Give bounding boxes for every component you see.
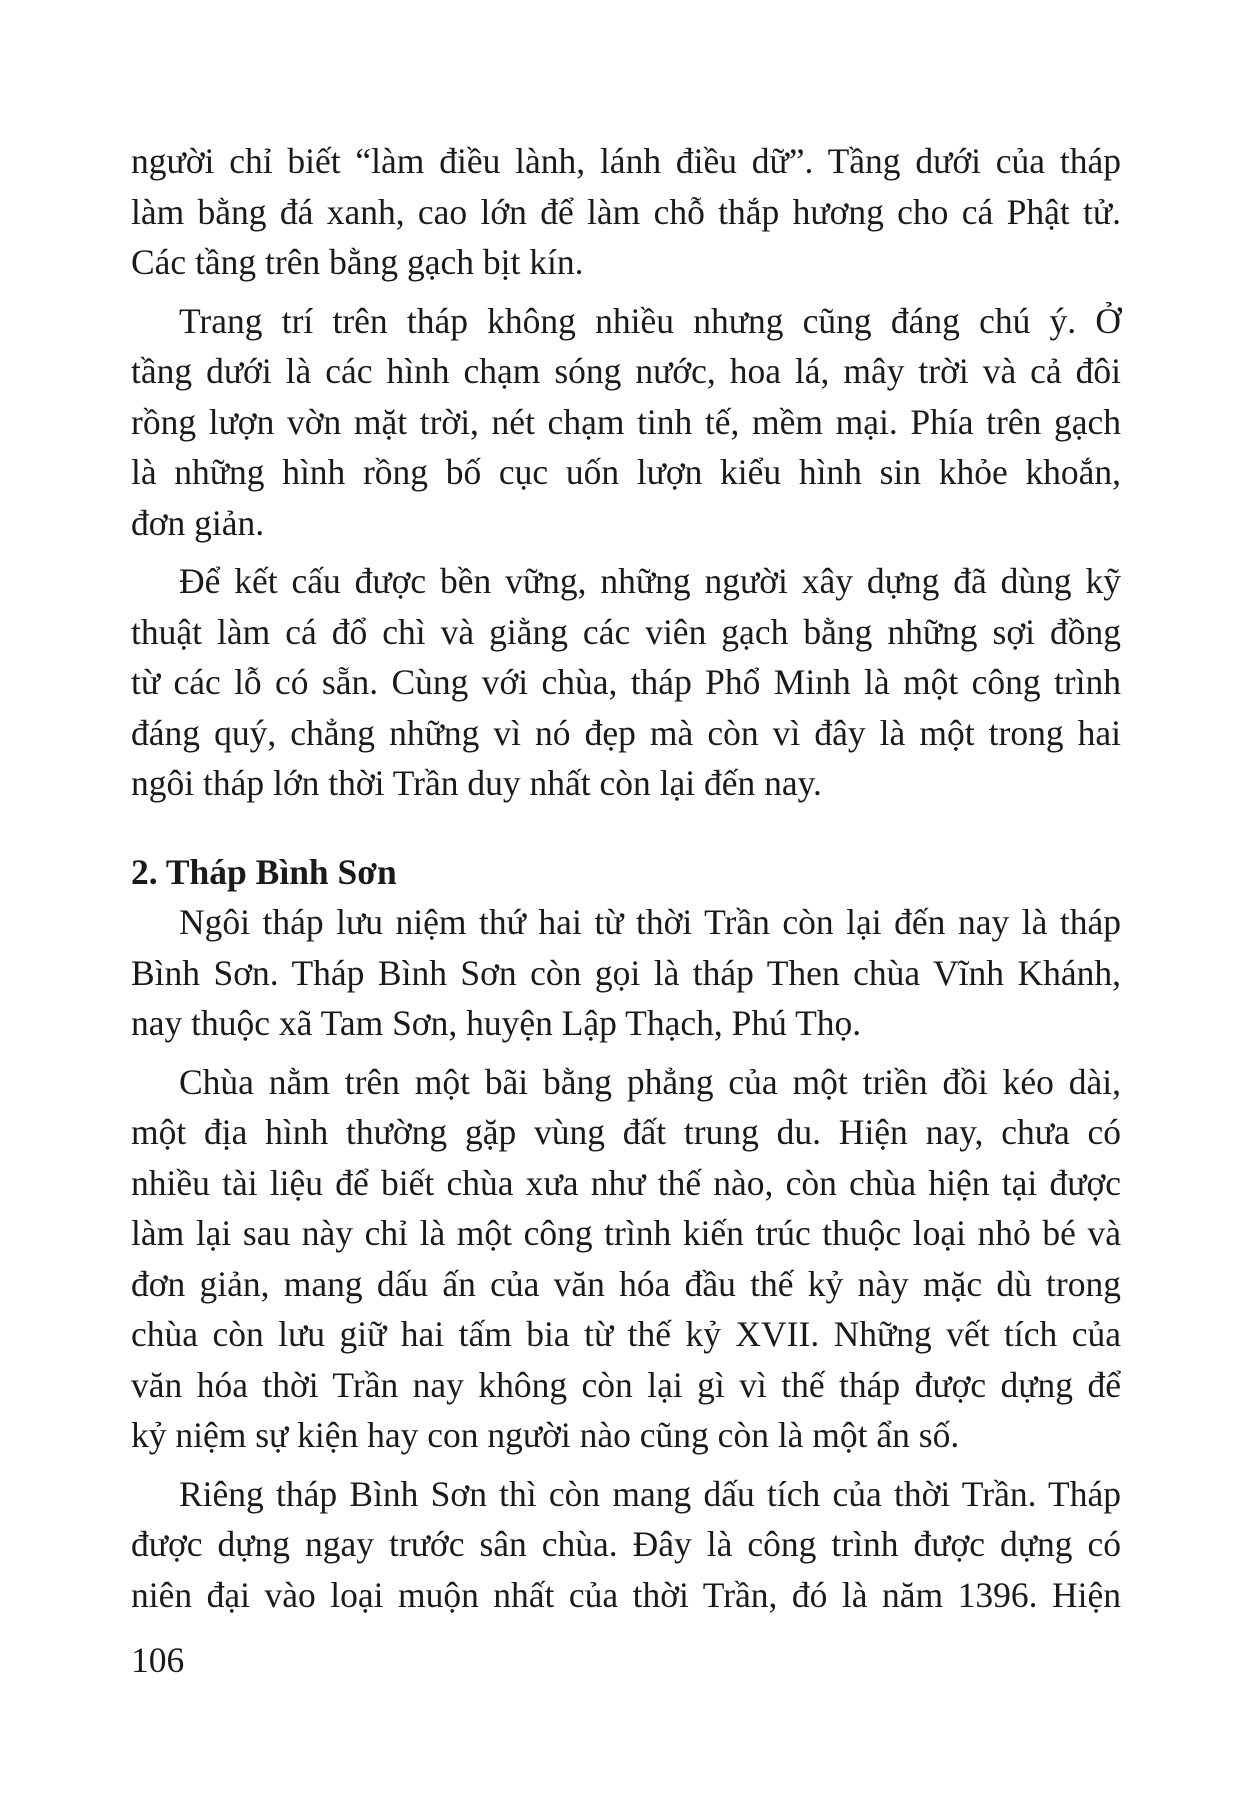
paragraph-4 — [131, 897, 1121, 1049]
text-line: người chỉ biết “làm điều lành, lánh điều dữ”. Tầng dưới của tháp — [131, 141, 1121, 181]
text-line: từ các lỗ có sẵn. Cùng với chùa, tháp Phổ Minh là một công trình — [131, 662, 1121, 702]
text-line: là những hình rồng bố cục uốn lượn kiểu hình sin khỏe khoắn, — [131, 452, 1121, 492]
text-line: Các tầng trên bằng gạch bịt kín. — [131, 242, 584, 282]
text-line: Ngôi tháp lưu niệm thứ hai từ thời Trần còn lại đến nay là tháp — [179, 902, 1121, 942]
text-line: làm bằng đá xanh, cao lớn để làm chỗ thắp hương cho cá Phật tử. — [131, 191, 1121, 232]
text-line: Bình Sơn. Tháp Bình Sơn còn gọi là tháp Then chùa Vĩnh Khánh, — [131, 952, 1121, 993]
text-line: Chùa nằm trên một bãi bằng phẳng của một triền đồi kéo dài, — [179, 1061, 1121, 1102]
text-line: nhiều tài liệu để biết chùa xưa như thế nào, còn chùa hiện tại được — [131, 1162, 1121, 1203]
page-number: 106 — [131, 1640, 185, 1680]
text-line: Trang trí trên tháp không nhiều nhưng cũng đáng chú ý. Ở — [179, 300, 1121, 341]
text-line: rồng lượn vờn mặt trời, nét chạm tinh tế, mềm mại. Phía trên gạch — [131, 401, 1121, 442]
text-line: tầng dưới là các hình chạm sóng nước, hoa lá, mây trời và cả đôi — [131, 351, 1121, 391]
text-line: một địa hình thường gặp vùng đất trung du. Hiện nay, chưa có — [131, 1112, 1121, 1152]
section-heading: 2. Tháp Bình Sơn — [131, 851, 397, 892]
text-line: chùa còn lưu giữ hai tấm bia từ thế kỷ XVII. Những vết tích của — [131, 1314, 1121, 1354]
text-line: niên đại vào loại muộn nhất của thời Trần, đó là năm 1396. Hiện — [131, 1574, 1121, 1615]
text-line: thuật làm cá đổ chì và giằng các viên gạch bằng những sợi đồng — [131, 611, 1121, 652]
text-line: ngôi tháp lớn thời Trần duy nhất còn lại đến nay. — [131, 763, 822, 803]
text-line: làm lại sau này chỉ là một công trình kiến trúc thuộc loại nhỏ bé và — [131, 1213, 1121, 1253]
text-line: Để kết cấu được bền vững, những người xây dựng đã dùng kỹ — [179, 561, 1121, 601]
paragraph-3 — [131, 556, 1121, 809]
text-line: nay thuộc xã Tam Sơn, huyện Lập Thạch, Phú Thọ. — [131, 1003, 862, 1043]
paragraph-2 — [131, 296, 1121, 549]
text-line: đơn giản, mang dấu ấn của văn hóa đầu thế kỷ này mặc dù trong — [131, 1263, 1121, 1304]
text-line: Riêng tháp Bình Sơn thì còn mang dấu tích của thời Trần. Tháp — [179, 1473, 1121, 1514]
text-line: kỷ niệm sự kiện hay con người nào cũng còn là một ẩn số. — [131, 1415, 960, 1455]
text-line: được dựng ngay trước sân chùa. Đây là công trình được dựng có — [131, 1524, 1121, 1564]
text-line: đáng quý, chẳng những vì nó đẹp mà còn vì đây là một trong hai — [131, 712, 1121, 753]
text-line: văn hóa thời Trần nay không còn lại gì vì thế tháp được dựng để — [131, 1364, 1121, 1405]
paragraph-6 — [131, 1469, 1121, 1621]
paragraph-1 — [131, 136, 1121, 288]
body-text — [131, 136, 1121, 1620]
text-line: đơn giản. — [131, 502, 265, 543]
paragraph-5 — [131, 1057, 1121, 1461]
